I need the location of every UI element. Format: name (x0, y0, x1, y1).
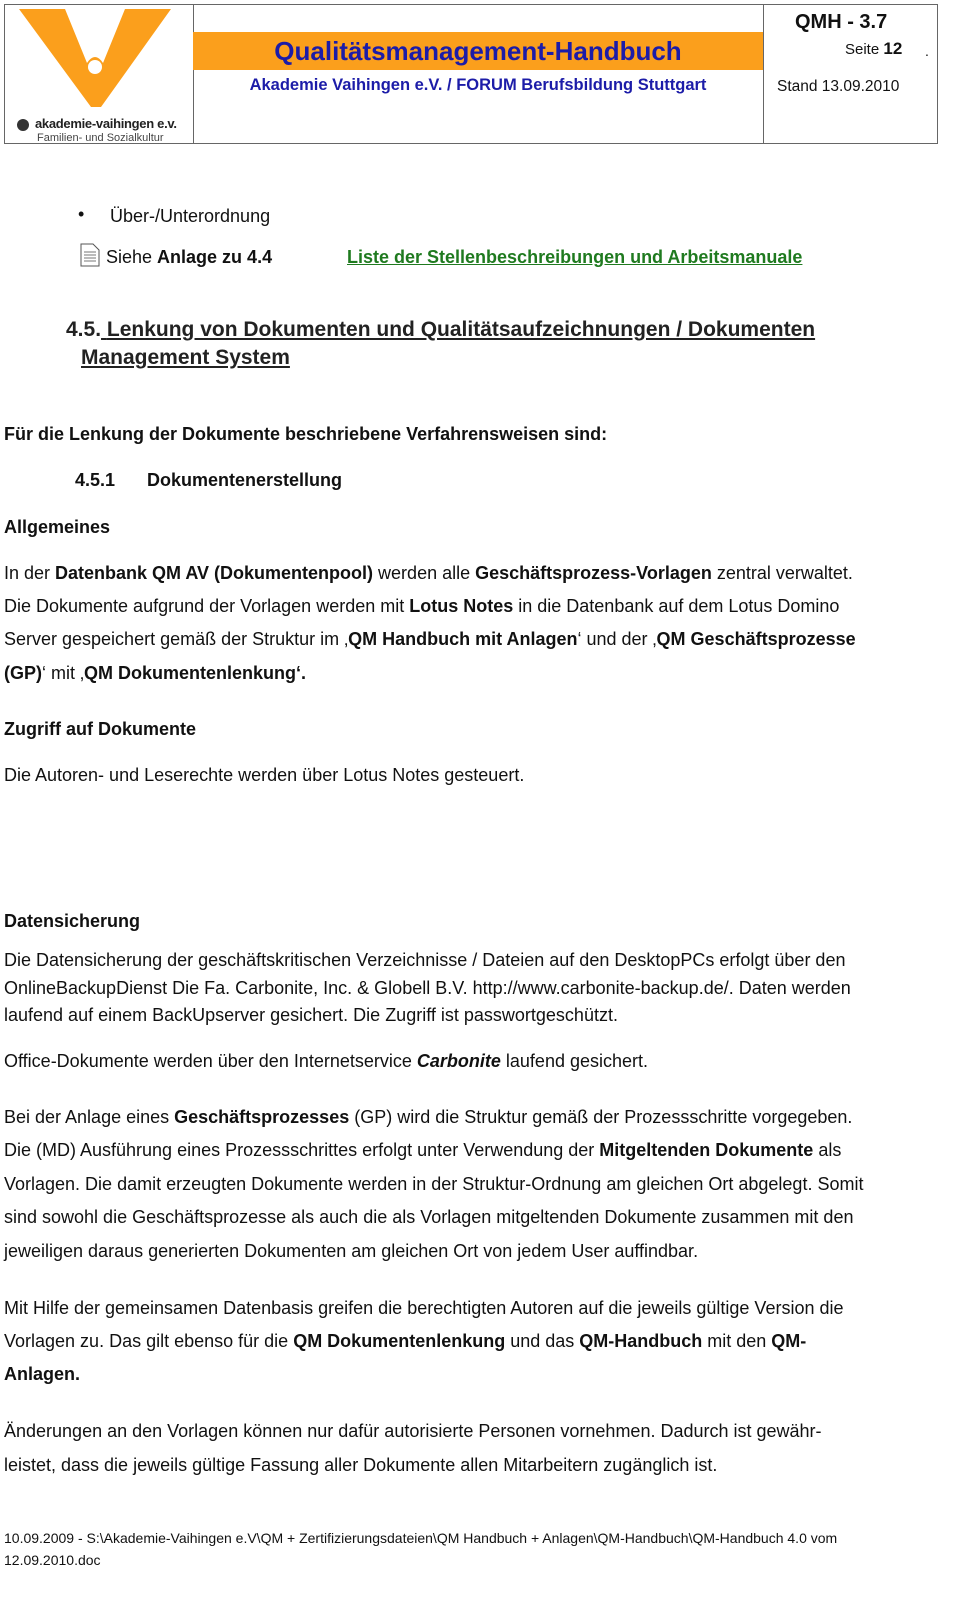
emphasis-text: Anlagen. (4, 1364, 81, 1384)
text-segment: werden alle (373, 563, 476, 583)
text-segment: Die Datensicherung der geschäftskritischen Verzeichnisse / Dateien auf den DesktopPCs erfolgt über den (4, 950, 846, 970)
section-title-line1: Lenkung von Dokumenten und Qualitätsaufzeichnungen / Dokumenten (106, 318, 816, 341)
heading-allgemeines: Allgemeines (4, 517, 111, 537)
text-segment: zentral verwaltet. (711, 563, 853, 583)
page-indicator (845, 39, 902, 59)
text-segment: leistet, dass die jeweils gültige Fassung aller Dokumente allen Mitarbeitern zugänglich ist. (4, 1455, 718, 1475)
text-segment: Die Autoren- und Leserechte werden über Lotus Notes gesteuert. (4, 765, 525, 785)
document-subtitle: Akademie Vaihingen e.V. / FORUM Berufsbildung Stuttgart (249, 76, 707, 94)
text-line (4, 1107, 852, 1128)
text-line (4, 663, 306, 684)
emphasis-text: QM Dokumentenlenkung (84, 663, 297, 683)
page-number: 12 (883, 39, 903, 58)
text-segment: Vorlagen zu. Das gilt ebenso für die (4, 1331, 294, 1351)
emphasis-text: Geschäftsprozess-Vorlagen (475, 563, 712, 583)
doc-id: QMH - 3.7 (795, 11, 888, 33)
text-segment: als (813, 1140, 842, 1160)
intro-text: Für die Lenkung der Dokumente beschriebene Verfahrensweisen sind: (4, 424, 608, 444)
text-line (4, 1241, 698, 1262)
section-title-line2: Management System (81, 346, 290, 369)
text-segment: Vorlagen. Die damit erzeugten Dokumente werden in der Struktur-Ordnung am gleichen Ort abgelegt. Somit (4, 1174, 864, 1194)
header-title-cell (193, 5, 764, 143)
logo-dot-icon (17, 119, 29, 131)
text-segment: Die Dokumente aufgrund der Vorlagen werden mit (4, 596, 410, 616)
text-line (4, 950, 845, 971)
subsection-number: 4.5.1 (75, 470, 116, 490)
text-line (4, 629, 856, 650)
text-line (4, 596, 839, 617)
text-segment: laufend auf einem BackUpserver gesichert. Die Zugriff ist passwortgeschützt. (4, 1005, 618, 1025)
text-segment: Änderungen an den Vorlagen können nur dafür autorisierte Personen vornehmen. Dadurch ist gewähr- (4, 1421, 822, 1441)
text-line (4, 1174, 863, 1195)
footer-path: 10.09.2009 - S:\Akademie-Vaihingen e.V\QM + Zertifizierungsdateien\QM Handbuch + Anlagen\QM-Handbuch\QM-Handbuch 4.0 vom (4, 1530, 838, 1546)
emphasis-text: QM Dokumentenlenkung (293, 1331, 506, 1351)
emphasis-text: Datenbank QM AV (Dokumentenpool) (55, 563, 374, 583)
bullet-text: Über-/Unterordnung (110, 206, 271, 226)
emphasis-text: Geschäftsprozesses (174, 1107, 350, 1127)
text-segment: Server gespeichert gemäß der Struktur im ‚ (4, 629, 349, 649)
bullet-item: • (78, 204, 85, 224)
section-number: 4.5. (66, 318, 102, 341)
see-annex: Anlage zu 4.4 (157, 247, 273, 267)
text-segment: (GP) wird die Struktur gemäß der Prozessschritte vorgegeben. (349, 1107, 853, 1127)
document-title: Qualitätsmanagement-Handbuch (274, 36, 682, 66)
emphasis-text: Lotus Notes (409, 596, 514, 616)
text-line (4, 1005, 618, 1026)
page-header (4, 4, 938, 144)
text-segment: OnlineBackupDienst Die Fa. Carbonite, Inc. & Globell B.V. http://www.carbonite-backup.de/. Daten werden (4, 978, 851, 998)
text-line (4, 1455, 717, 1476)
emphasis-text: ‘. (296, 663, 307, 683)
text-line (4, 1207, 853, 1228)
text-line (4, 1421, 822, 1442)
text-segment: jeweiligen daraus generierten Dokumenten am gleichen Ort von jedem User auffindbar. (4, 1241, 699, 1261)
text-line (4, 978, 851, 999)
text-segment: In der (4, 563, 56, 583)
emphasis-text: QM-Handbuch (579, 1331, 703, 1351)
page-label: Seite (845, 41, 880, 58)
text-line (4, 1051, 648, 1072)
heading-datensicherung: Datensicherung (4, 911, 141, 931)
text-line (4, 563, 853, 584)
see-prefix: Siehe (106, 247, 158, 267)
text-segment: Die (MD) Ausführung eines Prozessschrittes erfolgt unter Verwendung der (4, 1140, 600, 1160)
text-segment: sind sowohl die Geschäftsprozesse als auch die als Vorlagen mitgeltenden Dokumente zusammen mit den (4, 1207, 854, 1227)
footer-filename: 12.09.2010.doc (4, 1552, 101, 1568)
logo-v-icon (5, 5, 193, 115)
heading-zugriff: Zugriff auf Dokumente (4, 719, 196, 739)
text-line (4, 1331, 806, 1352)
emphasis-text: QM- (771, 1331, 807, 1351)
text-segment: mit den (702, 1331, 772, 1351)
logo-subtext: Familien- und Sozialkultur (37, 132, 164, 144)
text-segment: Office-Dokumente werden über den Internetservice (4, 1051, 417, 1071)
logo (5, 5, 194, 143)
text-line (4, 1140, 841, 1161)
emphasis-text: QM Geschäftsprozesse (656, 629, 856, 649)
text-segment: in die Datenbank auf dem Lotus Domino (513, 596, 840, 616)
text-segment: ‘ mit ‚ (42, 663, 84, 683)
text-line (4, 1364, 80, 1385)
emphasis-text: Carbonite (416, 1051, 501, 1071)
emphasis-text: Mitgeltenden Dokumente (599, 1140, 814, 1160)
document-icon (80, 243, 100, 267)
text-segment: ‘ und der ‚ (577, 629, 657, 649)
job-descriptions-link[interactable]: Liste der Stellenbeschreibungen und Arbeitsmanuale (347, 247, 803, 267)
text-segment: Bei der Anlage eines (4, 1107, 175, 1127)
page-dot: . (925, 43, 929, 59)
emphasis-text: (GP) (4, 663, 42, 683)
text-segment: Mit Hilfe der gemeinsamen Datenbasis greifen die berechtigten Autoren auf die jeweils gültige Version die (4, 1298, 844, 1318)
text-segment: laufend gesichert. (500, 1051, 648, 1071)
text-line (4, 1298, 844, 1319)
logo-text: akademie-vaihingen e.v. (35, 116, 177, 131)
text-line (4, 765, 524, 786)
see-reference (106, 247, 272, 268)
section-heading (66, 318, 815, 342)
emphasis-text: QM Handbuch mit Anlagen (348, 629, 578, 649)
stand-date: Stand 13.09.2010 (777, 78, 900, 95)
subsection-title: Dokumentenerstellung (147, 470, 343, 490)
header-meta-cell (763, 5, 937, 143)
text-segment: und das (505, 1331, 580, 1351)
